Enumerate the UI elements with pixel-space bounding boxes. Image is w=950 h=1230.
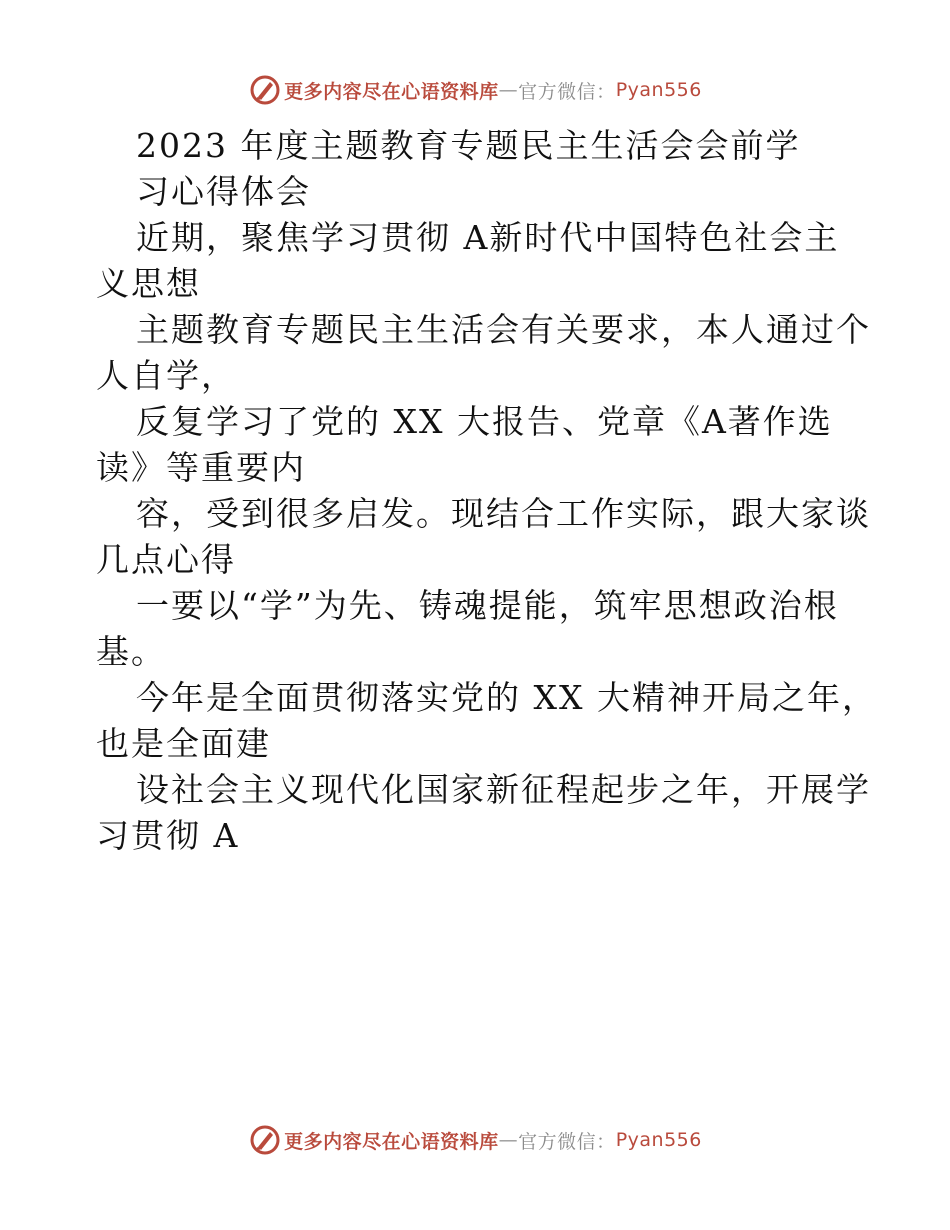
banner-separator: —: [498, 79, 519, 101]
wechat-account: Pyan556: [615, 79, 702, 101]
doc-line: 也是全面建: [96, 724, 271, 763]
header-banner: [0, 73, 950, 107]
doc-line: 反复学习了党的 XX 大报告、党章《A著作选: [136, 402, 833, 441]
doc-line: 主题教育专题民主生活会有关要求，本人通过个: [136, 310, 871, 349]
doc-line: 一要以“学”为先、铸魂提能，筑牢思想政治根: [136, 586, 839, 625]
doc-line: 近期，聚焦学习贯彻 A新时代中国特色社会主: [136, 218, 840, 257]
brand-text: 更多内容尽在心语资料库: [284, 80, 499, 103]
wechat-label: 官方微信：: [518, 80, 616, 103]
doc-line: 容，受到很多启发。现结合工作实际，跟大家谈: [136, 494, 871, 533]
brand-text: 更多内容尽在心语资料库: [284, 1130, 499, 1153]
doc-line: 读》等重要内: [96, 448, 306, 487]
footer-banner: [0, 1123, 950, 1157]
wechat-account: Pyan556: [615, 1129, 702, 1151]
document-body: [96, 123, 877, 859]
doc-line: 设社会主义现代化国家新征程起步之年，开展学: [136, 770, 871, 809]
wechat-label: 官方微信：: [518, 1130, 616, 1153]
doc-line: 人自学，: [96, 356, 236, 395]
pen-circle-logo-icon: [248, 1123, 282, 1157]
doc-line: 今年是全面贯彻落实党的 XX 大精神开局之年，: [136, 678, 877, 717]
doc-line: 基。: [96, 632, 166, 671]
pen-circle-logo-icon: [248, 73, 282, 107]
doc-line: 义思想: [96, 264, 201, 303]
doc-line: 几点心得: [96, 540, 236, 579]
doc-title-line-1: 2023 年度主题教育专题民主生活会会前学: [136, 126, 801, 165]
doc-title-line-2: 习心得体会: [136, 172, 311, 211]
doc-line: 习贯彻 A: [96, 816, 240, 855]
banner-separator: —: [498, 1129, 519, 1151]
